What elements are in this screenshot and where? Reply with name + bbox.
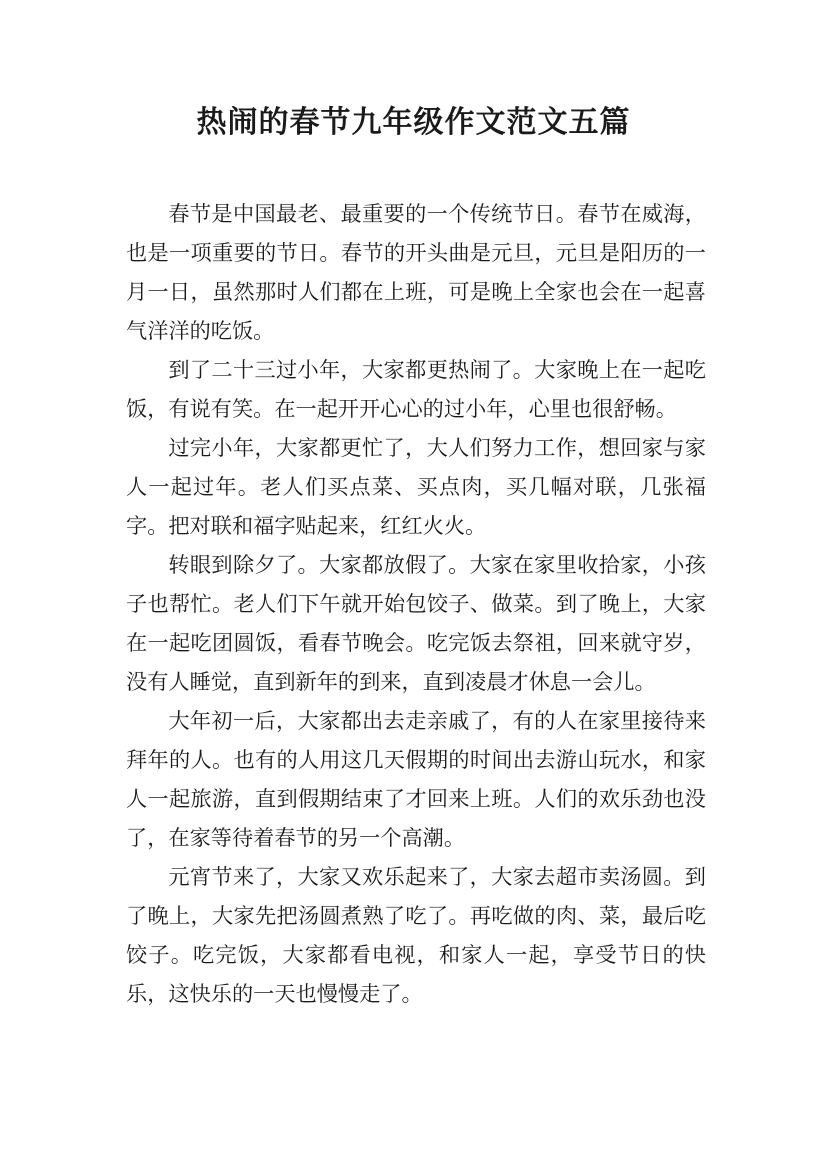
paragraph-3: 过完小年，大家都更忙了，大人们努力工作，想回家与家人一起过年。老人们买点菜、买点肉，买几幅对联，几张福字。把对联和福字贴起来，红红火火。 (126, 435, 706, 538)
paragraph-4: 转眼到除夕了。大家都放假了。大家在家里收拾家，小孩子也帮忙。老人们下午就开始包饺子、做菜。到了晚上，大家在一起吃团圆饭，看春节晚会。吃完饭去祭祖，回来就守岁，没有人睡觉，直到新年的到来，直到凌晨才休息一会儿。 (126, 552, 706, 694)
document-body (126, 194, 706, 1013)
document-title: 热闹的春节九年级作文范文五篇 (196, 105, 631, 140)
paragraph-5: 大年初一后，大家都出去走亲戚了，有的人在家里接待来拜年的人。也有的人用这几天假期的时间出去游山玩水，和家人一起旅游，直到假期结束了才回来上班。人们的欢乐劲也没了，在家等待着春节的另一个高潮。 (126, 708, 706, 850)
paragraph-1: 春节是中国最老、最重要的一个传统节日。春节在威海，也是一项重要的节日。春节的开头曲是元旦，元旦是阳历的一月一日，虽然那时人们都在上班，可是晚上全家也会在一起喜气洋洋的吃饭。 (126, 201, 706, 343)
paragraph-6: 元宵节来了，大家又欢乐起来了，大家去超市卖汤圆。到了晚上，大家先把汤圆煮熟了吃了。再吃做的肉、菜，最后吃饺子。吃完饭，大家都看电视，和家人一起，享受节日的快乐，这快乐的一天也慢慢走了。 (126, 864, 706, 1006)
paragraph-2: 到了二十三过小年，大家都更热闹了。大家晚上在一起吃饭，有说有笑。在一起开开心心的过小年，心里也很舒畅。 (126, 357, 706, 421)
